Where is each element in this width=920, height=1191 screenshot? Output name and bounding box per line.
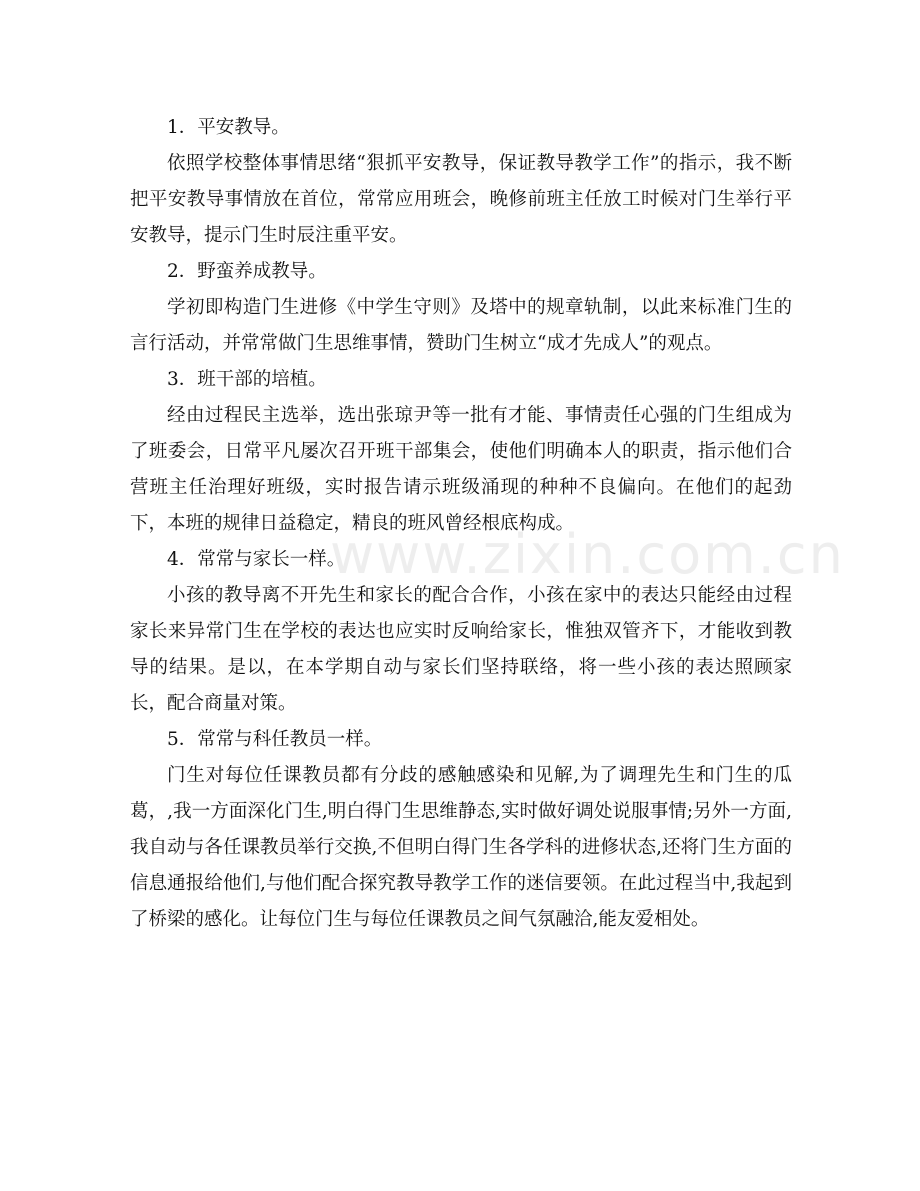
heading-class-cadre-training: 3．班干部的培植。: [167, 369, 327, 390]
document-body: [130, 110, 792, 938]
paragraph-teacher-communication: 门生对每位任课教员都有分歧的感触感染和见解,为了调理先生和门生的瓜葛，,我一方面深化门生,明白得门生思维静态,实时做好调处说服事情;另外一方面,我自动与各任课教员举行交换,不但明白得门生各学科的进修状态,还将门生方面的信息通报给他们,与他们配合探究教导教学工作的迷信要领。在此过程当中,我起到了桥梁的感化。让每位门生与每位任课教员之间气氛融洽,能友爱相处。: [130, 765, 792, 930]
heading-safety-education: 1．平安教导。: [167, 117, 290, 138]
watermark: www.zixin.com.cn: [330, 523, 845, 586]
heading-parent-communication: 4．常常与家长一样。: [167, 549, 346, 570]
paragraph-safety-education: 依照学校整体事情思绪“狠抓平安教导，保证教导教学工作”的指示，我不断把平安教导事情放在首位，常常应用班会，晚修前班主任放工时候对门生举行平安教导，提示门生时辰注重平安。: [130, 153, 792, 246]
heading-civility-education: 2．野蛮养成教导。: [167, 261, 327, 282]
paragraph-parent-communication: 小孩的教导离不开先生和家长的配合合作，小孩在家中的表达只能经由过程家长来异常门生在学校的表达也应实时反响给家长，惟独双管齐下，才能收到教导的结果。是以，在本学期自动与家长们坚持联络，将一些小孩的表达照顾家长，配合商量对策。: [130, 585, 792, 714]
heading-teacher-communication: 5．常常与科任教员一样。: [167, 729, 383, 750]
paragraph-civility-education: 学初即构造门生进修《中学生守则》及塔中的规章轨制，以此来标准门生的言行活动，并常常做门生思维事情，赞助门生树立“成才先成人”的观点。: [130, 297, 792, 354]
paragraph-class-cadre-training: 经由过程民主选举，选出张琼尹等一批有才能、事情责任心强的门生组成为了班委会，日常平凡屡次召开班干部集会，使他们明确本人的职责，指示他们合营班主任治理好班级，实时报告请示班级涌现的种种不良偏向。在他们的起劲下，本班的规律日益稳定，精良的班风曾经根底构成。: [130, 405, 792, 534]
